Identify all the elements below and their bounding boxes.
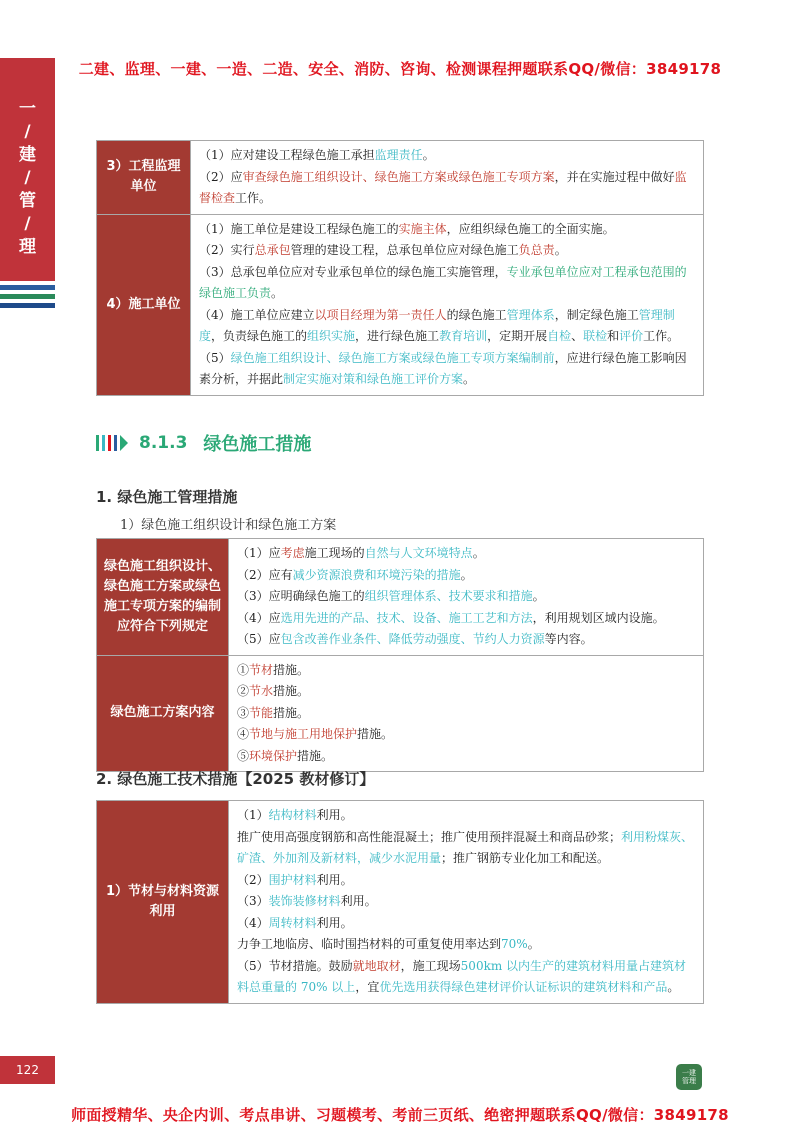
highlight-text: 节能 [249,705,274,720]
side-tab-char: 建 [19,145,36,165]
highlight-text: 结构材料 [268,808,317,822]
highlight-text: 围护材料 [268,872,317,887]
highlight-text: 自然与人文环境特点 [364,546,473,560]
content-line [237,724,695,746]
plain-text: ，宜 [355,980,380,994]
row-label: 绿色施工方案内容 [97,655,229,772]
highlight-text: 负总责 [518,243,555,257]
highlight-text: 自检 [547,329,572,343]
highlight-text: 联检 [583,329,608,343]
content-line [199,167,695,210]
content-line [199,219,695,241]
highlight-text: 利用粉煤灰、矿渣、外加剂及新材料，减少水泥用量 [237,829,694,865]
plain-text: ③ [237,705,250,720]
table-row [97,539,704,656]
section-bar [102,435,105,451]
highlight-text: 制定实施对策和绿色施工评价方案 [283,372,464,386]
bottom-contact-banner: 师面授精华、央企内训、考点串讲、习题模考、考前三页纸、绝密押题联系QQ/微信：3849178 [71,1106,729,1124]
plain-text: 措施。 [273,684,310,698]
side-stripe [0,276,55,281]
side-stripe [0,294,55,299]
plain-text: （5） [199,350,231,365]
plain-text: 利用。 [316,915,353,930]
content-line [237,565,695,587]
side-tab-char: 理 [19,237,36,257]
plain-text: （1）应对建设工程绿色施工承担 [199,148,375,162]
plain-text: 。 [463,372,476,386]
content-line [199,145,695,167]
plain-text: （3）总承包单位应对专业承包单位的绿色施工实施管理， [199,264,507,279]
plain-text: ① [237,662,250,677]
plain-text: （2）实行 [199,243,255,257]
tech-table-container [96,800,704,1004]
responsibility-table [96,140,704,396]
highlight-text: 70% [501,937,528,951]
plain-text: 工作。 [643,329,680,343]
content-line [199,305,695,348]
highlight-text: 装饰装修材料 [268,894,341,908]
plain-text: （4）施工单位应建立 [199,307,315,322]
row-content [191,214,704,395]
green-plan-table [96,538,704,772]
content-line [237,746,695,768]
content-line [237,870,695,892]
row-label: 3）工程监理单位 [97,141,191,215]
highlight-text: 实施主体 [398,221,447,236]
page-number: 122 [0,1056,55,1084]
section-bars-icon [96,435,131,451]
content-line [199,262,695,305]
highlight-text: 专业承包单位应对工程承包范围的绿色施工负责 [199,264,687,300]
top-contact-banner: 二建、监理、一建、一造、二造、安全、消防、咨询、检测课程押题联系QQ/微信：3849178 [78,60,722,78]
highlight-text: 管理制度 [199,307,675,343]
plain-text: 措施。 [273,705,310,720]
plain-text: ，定期开展 [487,329,548,343]
plain-text: 。 [460,567,473,582]
section-heading [96,430,311,456]
table-row [97,655,704,772]
plain-text: 等内容。 [544,632,593,646]
content-line [237,660,695,682]
highlight-text: 选用先进的产品、技术、设备、施工工艺和方法 [280,610,533,625]
highlight-text: 包含改善作业条件、降低劳动强度、节约人力资源 [280,632,545,646]
plain-text: （2）应 [199,169,243,184]
plan-table-container [96,538,704,772]
plain-text: ，并在实施过程中做好 [554,169,675,184]
plain-text: 推广使用高强度钢筋和高性能混凝土；推广使用预拌混凝土和商品砂浆； [237,829,622,844]
row-content [229,539,704,656]
plain-text: ，制定绿色施工 [554,307,639,322]
side-stripe [0,303,55,308]
highlight-text: 以项目经理为第一责任人 [314,307,447,322]
content-line [237,703,695,725]
highlight-text: 考虑 [280,546,305,560]
plain-text: 。 [527,937,540,951]
plain-text: （5）节材措施。鼓励 [237,958,353,973]
plain-text: 利用。 [316,872,353,887]
highlight-text: 管理体系 [506,307,555,322]
plain-text: （4）应 [237,610,281,625]
row-content [229,801,704,1004]
plain-text: ；推广钢筋专业化加工和配送。 [441,851,610,865]
green-tech-table [96,800,704,1004]
subsection-heading-1: 1. 绿色施工管理措施 [96,488,238,506]
plain-text: （3）应明确绿色施工的 [237,589,365,603]
green-book-icon: 一建 管理 [676,1064,702,1090]
side-tab-char: / [24,214,31,234]
highlight-text: 500km 以内生产的建筑材料用量占建筑材料总重量的 70% 以上 [237,958,687,994]
plain-text: 措施。 [297,748,334,763]
content-line [237,934,695,956]
highlight-text: 绿色施工组织设计、绿色施工方案或绿色施工专项方案编制前 [230,350,555,365]
plain-text: 力争工地临房、临时围挡材料的可重复使用率达到 [237,937,502,951]
highlight-text: 监理责任 [374,148,423,162]
plain-text: ⑤ [237,748,250,763]
plain-text: 管理的建设工程，总承包单位应对绿色施工 [290,243,519,257]
plain-text: ，利用规划区域内设施。 [532,610,665,625]
plain-text: （1）施工单位是建设工程绿色施工的 [199,221,399,236]
side-tab-char: 一 [19,99,36,119]
highlight-text: 节地与施工用地保护 [249,727,358,741]
content-line [237,913,695,935]
highlight-text: 教育培训 [439,329,488,343]
row-label: 4）施工单位 [97,214,191,395]
plain-text: 。 [472,546,485,560]
plain-text: ，施工现场 [400,958,461,973]
plain-text: （2） [237,872,269,887]
content-line [237,805,695,827]
highlight-text: 总承包 [254,243,291,257]
content-line [237,891,695,913]
plain-text: 利用。 [316,808,353,822]
table-row [97,141,704,215]
side-tab-char: / [24,168,31,188]
plain-text: 。 [667,980,680,994]
row-content [229,655,704,772]
plain-text: （5）应 [237,632,281,646]
side-tab-char: / [24,122,31,142]
plain-text: 利用。 [340,894,377,908]
subsection-subtitle-1: 1）绿色施工组织设计和绿色施工方案 [120,518,337,533]
plain-text: 工作。 [235,191,272,205]
section-bar [114,435,117,451]
plain-text: 措施。 [357,727,394,741]
side-tab-char: 管 [19,191,36,211]
plain-text: （1）应 [237,546,281,560]
subsection-heading-2: 2. 绿色施工技术措施【2025 教材修订】 [96,770,375,788]
highlight-text: 组织管理体系、技术要求和措施 [364,589,533,603]
plain-text: ，应进行绿色施工影响因素分析，并据此 [199,350,687,386]
content-line [237,629,695,651]
section-bar [108,435,111,451]
content-line [237,608,695,630]
plain-text: 的绿色施工 [446,307,507,322]
plain-text: 、 [571,329,584,343]
highlight-text: 节材 [249,662,274,677]
table-row [97,801,704,1004]
responsibility-table-container [96,140,704,396]
content-line [237,681,695,703]
highlight-text: 评价 [619,329,644,343]
content-line [237,586,695,608]
section-bar [96,435,99,451]
section-number: 8.1.3 [139,433,188,453]
highlight-text: 监督检查 [199,169,687,205]
plain-text: （3） [237,894,269,908]
plain-text: 。 [554,243,567,257]
highlight-text: 减少资源浪费和环境污染的措施 [292,567,461,582]
chapter-side-tab [0,58,55,276]
plain-text: 。 [422,148,435,162]
plain-text: （1） [237,808,269,822]
highlight-text: 环境保护 [249,748,298,763]
row-content [191,141,704,215]
section-title: 绿色施工措施 [203,434,312,455]
table-row [97,214,704,395]
section-arrow-icon [120,435,128,451]
content-line [237,543,695,565]
content-line [237,827,695,870]
plain-text: （2）应有 [237,567,293,582]
content-line [199,348,695,391]
plain-text: ② [237,684,250,698]
highlight-text: 审查绿色施工组织设计、绿色施工方案或绿色施工专项方案 [242,169,555,184]
plain-text: 。 [532,589,545,603]
content-line [237,956,695,999]
side-stripes [0,276,55,312]
highlight-text: 节水 [249,684,274,698]
highlight-text: 就地取材 [352,958,401,973]
plain-text: （4） [237,915,269,930]
side-stripe [0,285,55,290]
plain-text: ，进行绿色施工 [355,329,440,343]
plain-text: 。 [271,286,284,300]
highlight-text: 组织实施 [307,329,356,343]
highlight-text: 周转材料 [268,915,317,930]
plain-text: ④ [237,727,250,741]
plain-text: 措施。 [273,662,310,677]
highlight-text: 优先选用获得绿色建材评价认证标识的建筑材料和产品 [379,980,668,994]
plain-text: ，负责绿色施工的 [211,329,308,343]
row-label: 1）节材与材料资源利用 [97,801,229,1004]
plain-text: ，应组织绿色施工的全面实施。 [446,221,615,236]
content-line [199,240,695,262]
plain-text: 施工现场的 [304,546,365,560]
plain-text: 和 [607,329,620,343]
row-label: 绿色施工组织设计、绿色施工方案或绿色施工专项方案的编制应符合下列规定 [97,539,229,656]
